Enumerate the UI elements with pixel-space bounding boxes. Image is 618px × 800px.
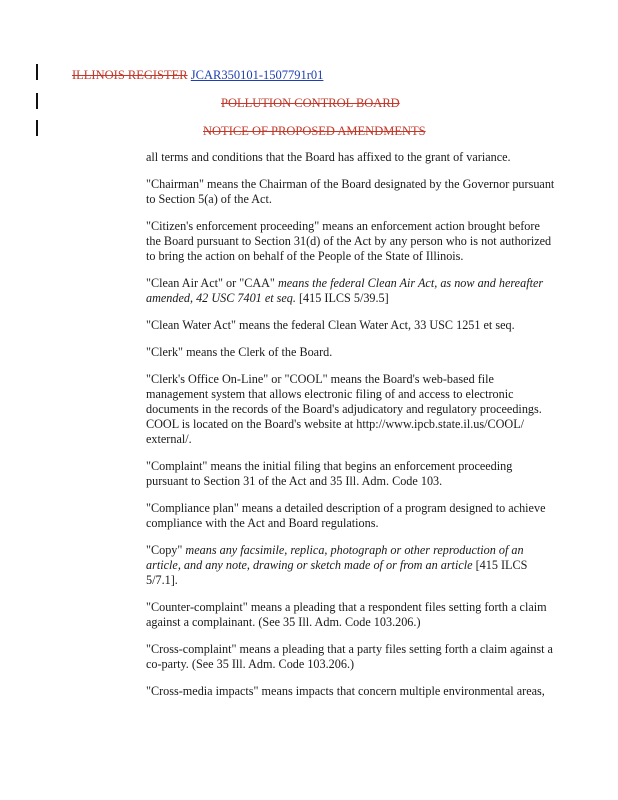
copy-citation: [415 ILCS 5/7.1].	[146, 558, 528, 587]
revision-bar-1	[36, 64, 38, 80]
revision-bar-3	[36, 120, 38, 136]
paragraph-counter-complaint: "Counter-complaint" means a pleading that a respondent files setting forth a claim against a complainant. (See 35 Ill. Adm. Code 103.206.)	[146, 600, 547, 629]
register-added: JCAR350101-1507791r01	[190, 68, 324, 82]
register-header	[72, 68, 323, 83]
paragraph-cool: "Clerk's Office On-Line" or "COOL" means the Board's web-based file management system that allows electronic filing of and access to electronic documents in the records of the Board's adjudicatory and regulatory proceedings. COOL is located on the Board's website at http://www.ipcb.state.il.us/COOL/ external/.	[146, 372, 542, 446]
paragraph-copy	[146, 543, 556, 588]
copy-term: "Copy"	[146, 543, 186, 557]
paragraph-clerk: "Clerk" means the Clerk of the Board.	[146, 345, 333, 359]
paragraph-citizens-enforcement: "Citizen's enforcement proceeding" means an enforcement action brought before the Board pursuant to Section 31(d) of the Act by any person who is not authorized to bring the action on behalf of the People of the State of Illinois.	[146, 219, 552, 263]
clean-air-act-citation: [415 ILCS 5/39.5]	[295, 291, 389, 305]
paragraph-chairman: "Chairman" means the Chairman of the Board designated by the Governor pursuant to Section 5(a) of the Act.	[146, 177, 555, 206]
paragraph-cross-complaint: "Cross-complaint" means a pleading that a party files setting forth a claim against a co-party. (See 35 Ill. Adm. Code 103.206.)	[146, 642, 553, 671]
clean-air-act-definition: means the federal Clean Air Act, as now and hereafter amended, 42 USC 7401 et seq.	[146, 276, 544, 305]
paragraph-variance: all terms and conditions that the Board has affixed to the grant of variance.	[146, 150, 511, 164]
clean-air-act-term: "Clean Air Act" or "CAA"	[146, 276, 278, 290]
paragraph-compliance-plan: "Compliance plan" means a detailed description of a program designed to achieve compliance with the Act and Board regulations.	[146, 501, 546, 530]
paragraph-cross-media-impacts: "Cross-media impacts" means impacts that concern multiple environmental areas,	[146, 684, 545, 698]
board-header: POLLUTION CONTROL BOARD	[221, 96, 400, 110]
paragraph-complaint: "Complaint" means the initial filing that begins an enforcement proceeding pursuant to Section 31 of the Act and 35 Ill. Adm. Code 103.	[146, 459, 513, 488]
paragraph-clean-water-act: "Clean Water Act" means the federal Clean Water Act, 33 USC 1251 et seq.	[146, 318, 515, 332]
notice-header: NOTICE OF PROPOSED AMENDMENTS	[203, 124, 426, 138]
revision-bar-2	[36, 93, 38, 109]
paragraph-clean-air-act	[146, 276, 556, 306]
register-struck: ILLINOIS REGISTER	[72, 68, 188, 82]
document-body	[146, 150, 556, 711]
copy-definition: means any facsimile, replica, photograph or other reproduction of an article, and any note, drawing or sketch made of or from an article	[146, 543, 524, 572]
